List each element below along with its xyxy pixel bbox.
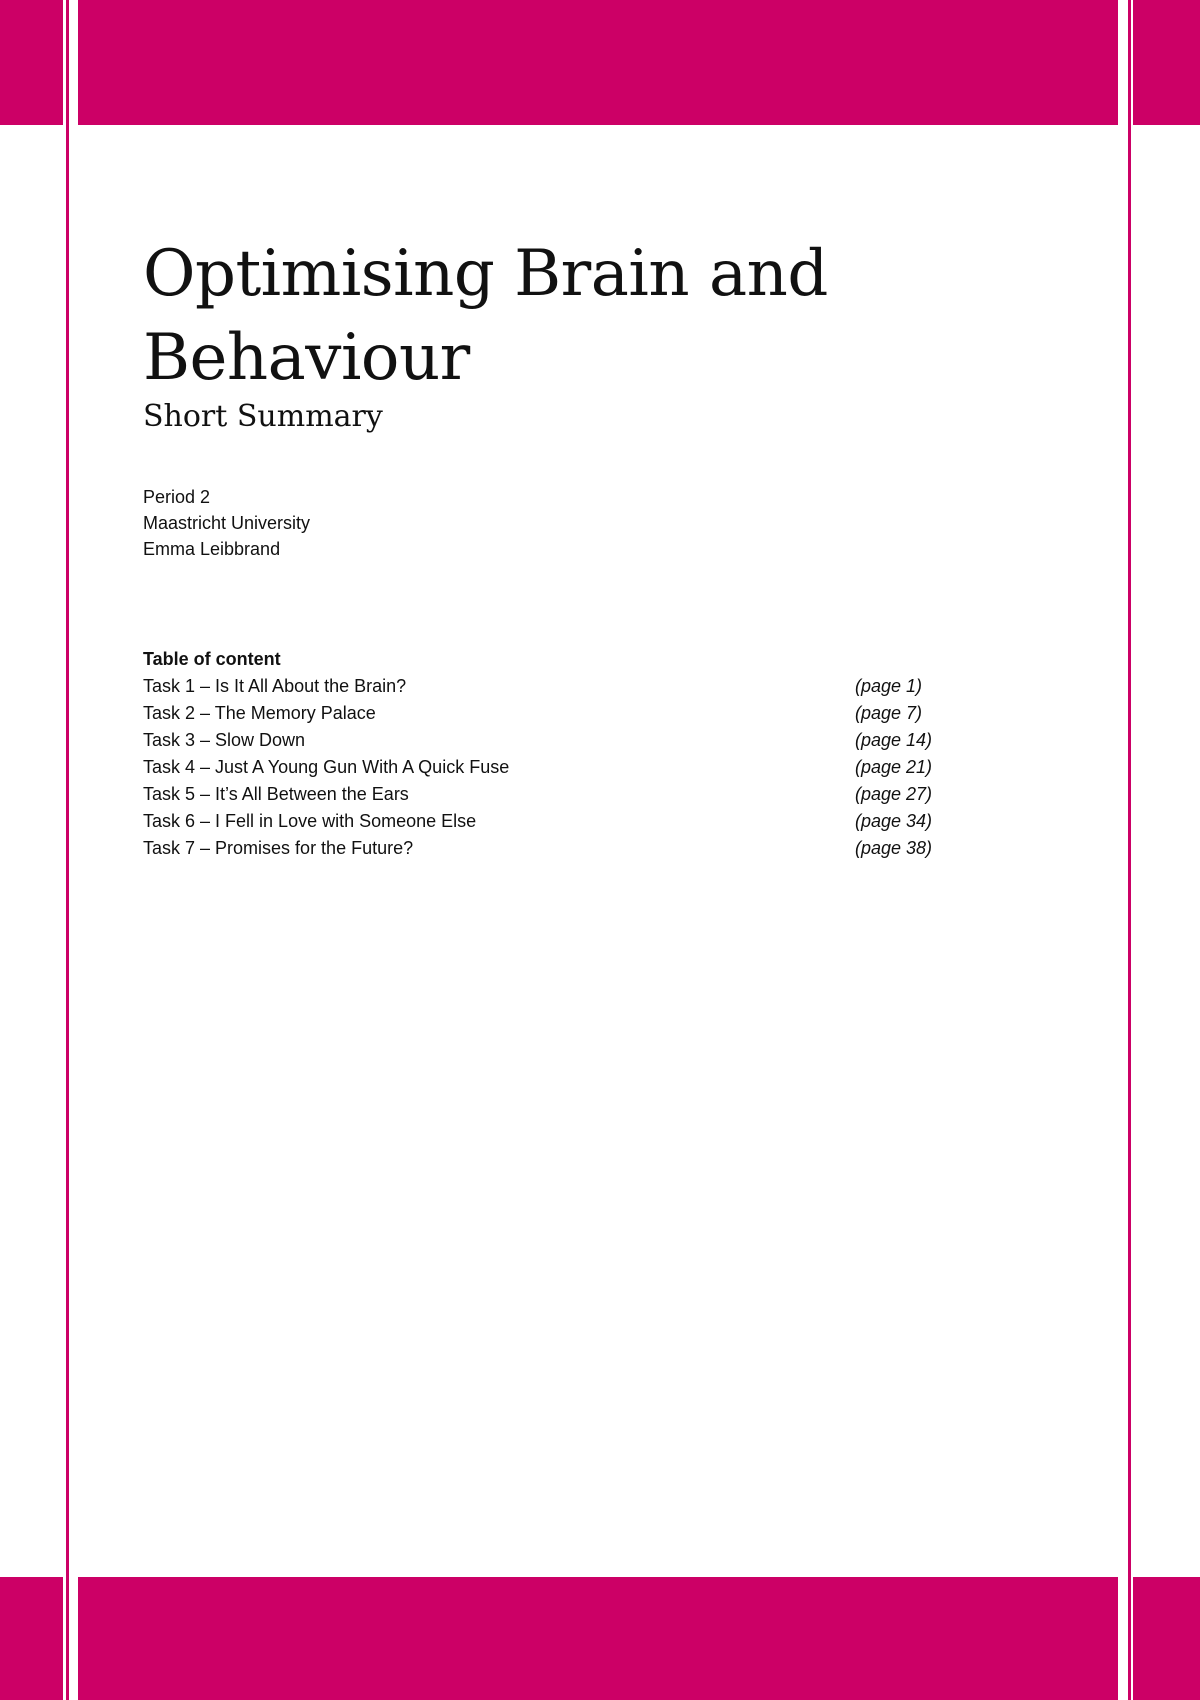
- toc-entry[interactable]: [143, 808, 943, 835]
- toc-entry-page: (page 27): [855, 784, 933, 804]
- toc-entry-label: Task 6 – I Fell in Love with Someone Else: [143, 811, 477, 831]
- toc-entry-page: (page 14): [855, 730, 933, 750]
- toc-entry[interactable]: [143, 727, 943, 754]
- toc-heading: Table of content: [143, 649, 281, 669]
- bottom-accent-band: [0, 1577, 1200, 1700]
- toc-entry[interactable]: [143, 754, 943, 781]
- left-frame-line: [66, 0, 69, 1700]
- toc-entry[interactable]: [143, 673, 943, 700]
- top-accent-band: [0, 0, 1200, 125]
- toc-entry-label: Task 2 – The Memory Palace: [143, 703, 376, 723]
- toc-entry-label: Task 3 – Slow Down: [143, 730, 306, 750]
- toc-entry-label: Task 1 – Is It All About the Brain?: [143, 676, 407, 696]
- meta-period: Period 2: [143, 487, 211, 507]
- toc-entry-page: (page 7): [855, 703, 923, 723]
- toc-entry-label: Task 7 – Promises for the Future?: [143, 838, 414, 858]
- document-meta: [143, 484, 310, 562]
- toc-entry[interactable]: [143, 781, 943, 808]
- meta-university: Maastricht University: [143, 513, 311, 533]
- toc-entry[interactable]: [143, 700, 943, 727]
- toc-entry-label: Task 4 – Just A Young Gun With A Quick Fuse: [143, 757, 510, 777]
- toc-entry-page: (page 38): [855, 838, 933, 858]
- toc-entry-page: (page 34): [855, 811, 933, 831]
- toc-entry[interactable]: [143, 835, 943, 862]
- table-of-contents: [143, 646, 943, 862]
- toc-entry-label: Task 5 – It’s All Between the Ears: [143, 784, 409, 804]
- document-title: Optimising Brain and Behaviour: [143, 237, 828, 395]
- meta-author: Emma Leibbrand: [143, 539, 281, 559]
- document-subtitle: Short Summary: [143, 399, 383, 434]
- toc-entry-page: (page 21): [855, 757, 933, 777]
- toc-entry-page: (page 1): [855, 676, 923, 696]
- right-frame-line: [1128, 0, 1131, 1700]
